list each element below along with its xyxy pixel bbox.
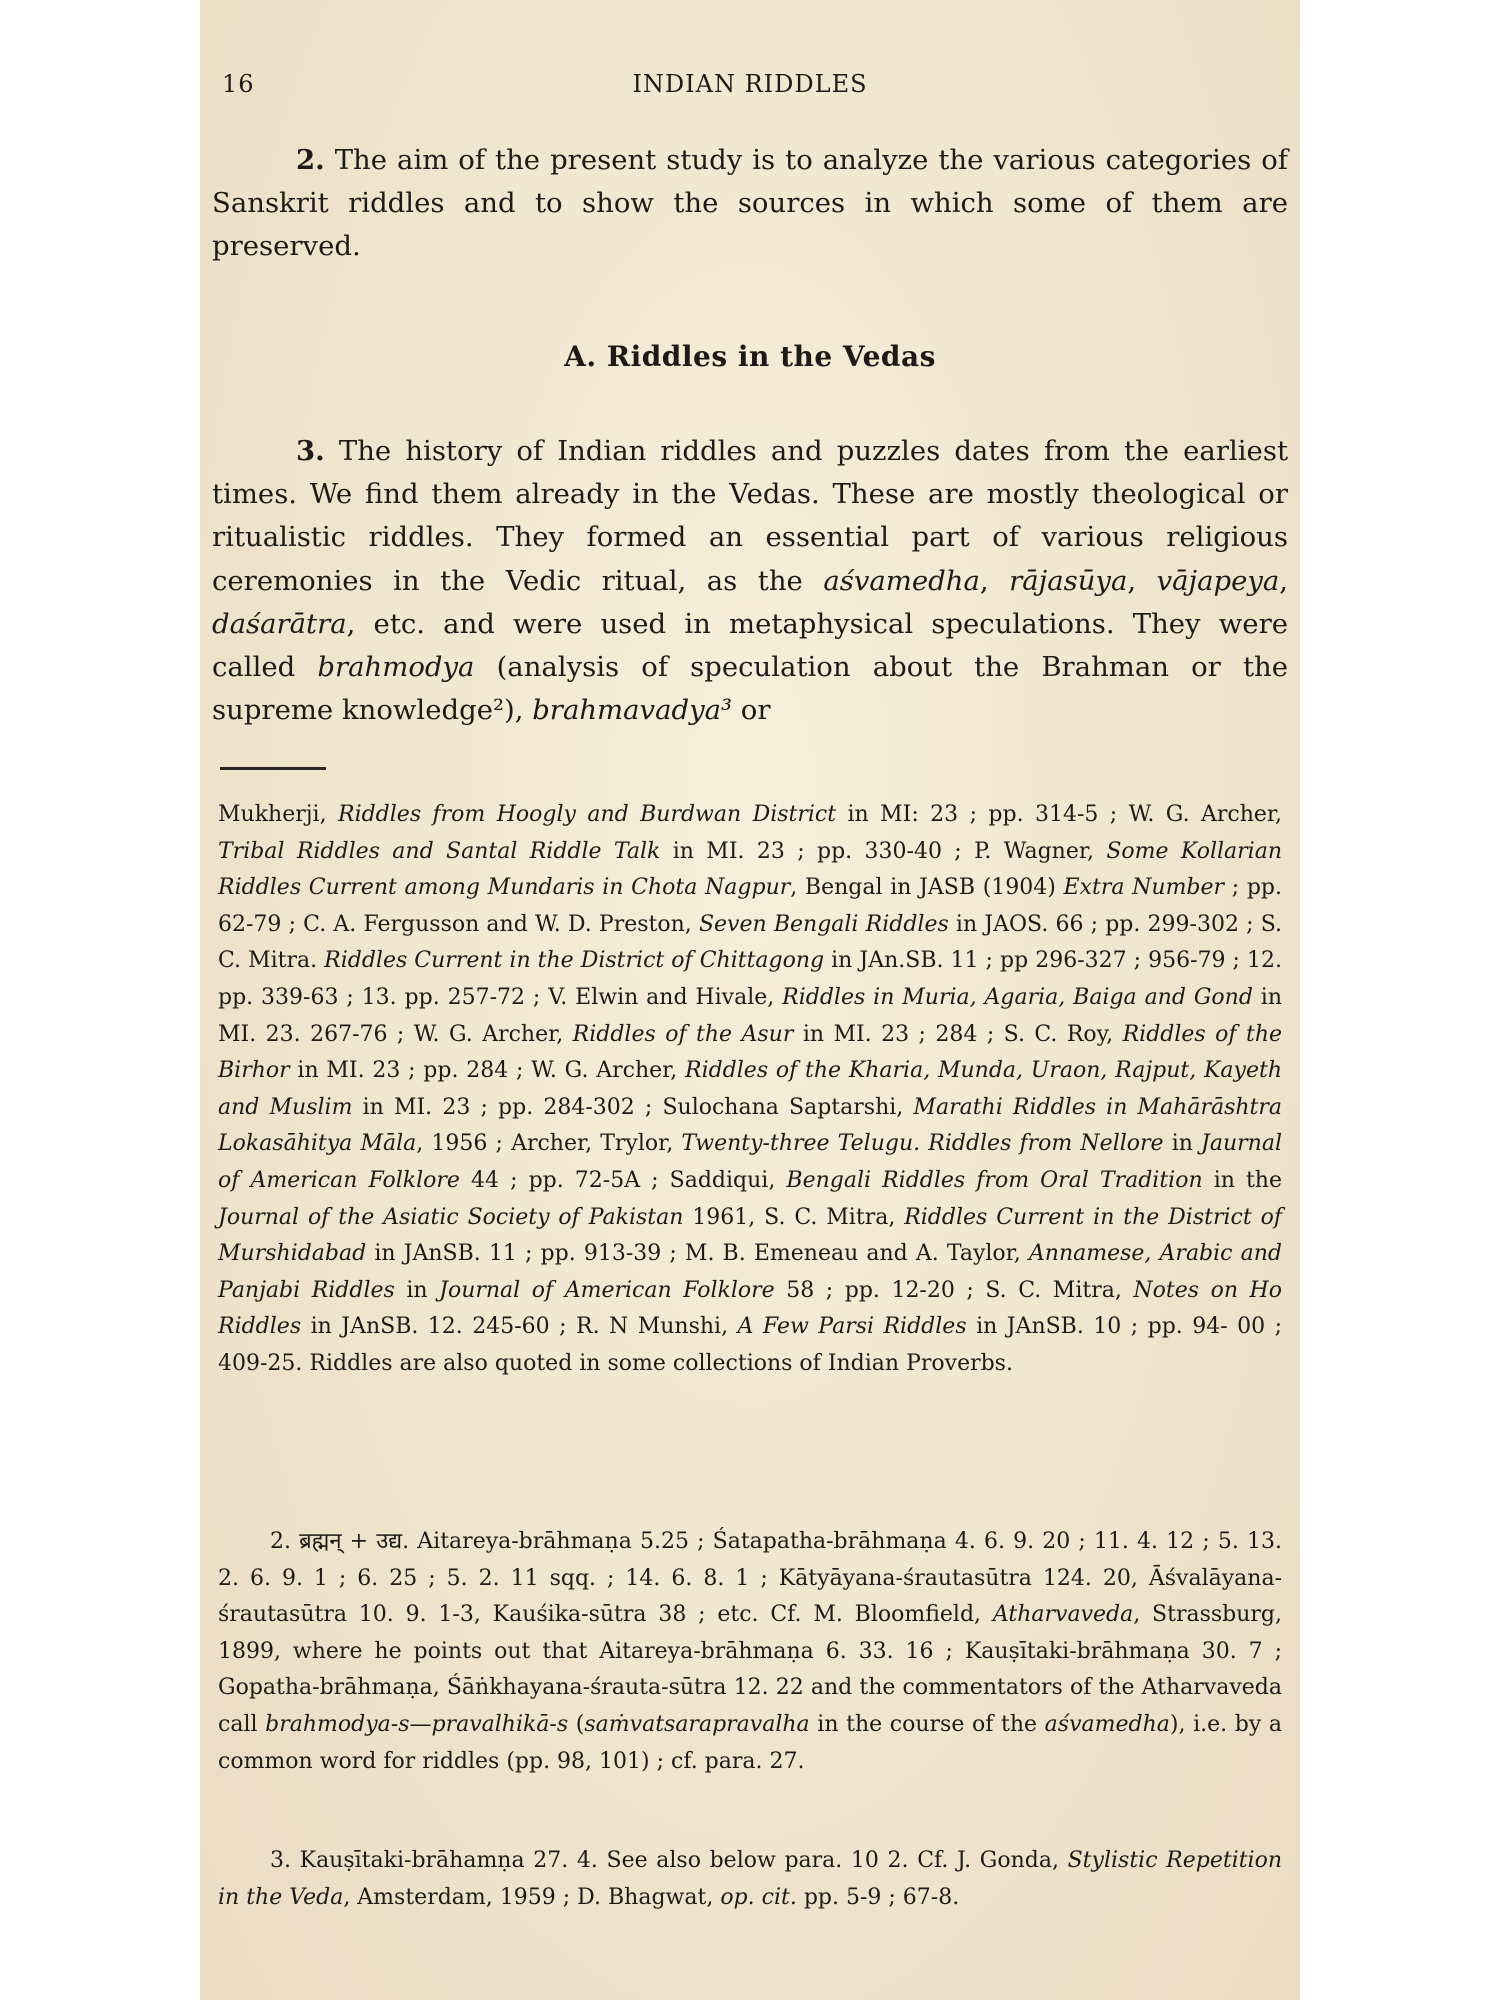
term-vajapeya: vājapeya xyxy=(1156,564,1280,597)
footnote-title: saṁvatsarapravalha xyxy=(584,1711,810,1737)
footnote-text: 3. Kauṣītaki-brāhamṇa 27. 4. See also below para. 10 2. Cf. J. Gonda, xyxy=(270,1848,1068,1873)
footnote-title: Some Kollarian Riddles Current among Mundaris in Chota Nagpur xyxy=(218,838,1283,901)
footnote-text: in JAnSB. 10 ; pp. 94- 00 ; 409-25. Riddles are also quoted in some collections of Indian Proverbs. xyxy=(218,1314,1282,1376)
paragraph-text: (analysis of speculation about the Brahman or the supreme knowledge²), xyxy=(212,651,1288,727)
book-page xyxy=(200,0,1300,2000)
footnote-text: , Bengal in JASB (1904) xyxy=(790,875,1064,901)
footnote-text: , 1956 ; Archer, Trylor, xyxy=(416,1131,682,1157)
footnote-title: Jaurnal of American Folklore xyxy=(218,1131,1282,1193)
footnote-3 xyxy=(218,1843,1282,1916)
footnote-text: in MI. 23 ; pp. 330-40 ; P. Wagner, xyxy=(660,838,1107,864)
footnote-text: in MI. 23 ; pp. 284 ; W. G. Archer, xyxy=(289,1058,685,1084)
footnote-text: , Strassburg, 1899, where he points out that Aitareya-brāhmaṇa 6. 33. 16 ; Kauṣītaki-brāhmaṇa 30. 7 ; Gopatha-brāhmaṇa, Śāṅkhayana-śrauta-sūtra 12. 22 and the commentators of the Atharvaveda call xyxy=(218,1602,1282,1737)
footnote-title: Riddles Current in the District of Murshidabad xyxy=(218,1204,1282,1267)
footnote-title: Annamese, Arabic and Panjabi Riddles xyxy=(218,1241,1282,1303)
footnote-text: Mukherji, xyxy=(218,802,338,827)
footnote-title: Seven Bengali Riddles xyxy=(698,911,949,937)
footnote-title: Stylistic Repetition in the Veda xyxy=(218,1848,1283,1910)
footnote-text: in MI. 23 ; pp. 284-302 ; Sulochana Saptarshi, xyxy=(352,1094,914,1120)
footnote-text: in MI. 23 ; 284 ; S. C. Roy, xyxy=(793,1021,1123,1047)
footnote-text: in JAnSB. 12. 245-60 ; R. N Munshi, xyxy=(301,1314,738,1340)
footnote-title: Riddles from Hoogly and Burdwan District xyxy=(338,802,837,827)
footnote-title: Riddles in Muria, Agaria, Baiga and Gond xyxy=(782,984,1253,1010)
paragraph-number: 3. xyxy=(296,435,325,467)
footnote-title: Notes on Ho Riddles xyxy=(218,1277,1282,1340)
paragraph-text: The history of Indian riddles and puzzles dates from the earliest times. We find them already in the Vedas. These are mostly theological or ritualistic riddles. They formed an essential part of various religious ceremonies in the Vedic ritual, as the xyxy=(212,435,1288,597)
footnote-text: in xyxy=(394,1277,440,1303)
footnote-title: brahmodya-s—pravalhikā-s xyxy=(265,1711,569,1737)
footnote-title: Marathi Riddles in Mahārāshtra Lokasāhitya Māla xyxy=(218,1094,1283,1157)
footnote-text: in xyxy=(1163,1131,1202,1157)
footnote-text: in the course of the xyxy=(809,1711,1045,1737)
footnote-2 xyxy=(218,1524,1282,1780)
paragraph-3 xyxy=(212,430,1288,732)
footnote-title: Journal of American Folklore xyxy=(439,1277,775,1303)
paragraph-text: , etc. and were used in metaphysical speculations. They were called xyxy=(212,607,1288,684)
term-brahmavadya: brahmavadya³ xyxy=(532,694,733,727)
footnote-title: Journal of the Asiatic Society of Pakistan xyxy=(218,1204,684,1230)
paragraph-number: 2. xyxy=(296,144,325,176)
footnote-text: , Amsterdam, 1959 ; D. Bhagwat, xyxy=(343,1884,721,1910)
footnote-text: in JAOS. 66 ; pp. 299-302 ; S. C. Mitra. xyxy=(218,911,1282,974)
footnote-title: Riddles of the Birhor xyxy=(218,1021,1283,1084)
footnote-title: Riddles of the Kharia, Munda, Uraon, Rajput, Kayeth and Muslim xyxy=(218,1058,1283,1120)
footnote-title: Atharvaveda xyxy=(992,1602,1134,1628)
footnote-1 xyxy=(218,797,1282,1383)
footnote-text: in JAn.SB. 11 ; pp 296-327 ; 956-79 ; 12. pp. 339-63 ; 13. pp. 257-72 ; V. Elwin and Hivale, xyxy=(218,948,1282,1010)
term-rajasuya: rājasūya xyxy=(1009,564,1128,597)
term-asvamedha: aśvamedha xyxy=(823,564,980,597)
term-dasaratra: daśarātra xyxy=(212,607,347,640)
footnote-separator xyxy=(220,767,326,770)
footnote-text: ; pp. 62-79 ; C. A. Fergusson and W. D. Preston, xyxy=(218,875,1282,937)
footnote-text: ), i.e. by a common word for riddles (pp. 98, 101) ; cf. para. 27. xyxy=(218,1711,1282,1774)
paragraph-2 xyxy=(212,139,1288,269)
footnote-title: op. cit. xyxy=(720,1884,797,1910)
footnote-title: Riddles Current in the District of Chittagong xyxy=(324,948,825,974)
footnote-text: in MI: 23 ; pp. 314-5 ; W. G. Archer, xyxy=(836,802,1283,827)
footnote-title: Riddles of the Asur xyxy=(572,1021,794,1047)
paragraph-text: or xyxy=(732,694,771,727)
footnote-text: pp. 5-9 ; 67-8. xyxy=(796,1884,960,1910)
separator: , xyxy=(979,564,1010,597)
footnote-text: ( xyxy=(568,1711,585,1737)
footnote-text: 2. ब्रह्मन् + उद्य. Aitareya-brāhmaṇa 5.25 ; Śatapatha-brāhmaṇa 4. 6. 9. 20 ; 11. 4. 12 ; 5. 13. 2. 6. 9. 1 ; 6. 25 ; 5. 2. 11 sqq. ; 14. 6. 8. 1 ; Kātyāyana-śrautasūtra 124. 20, Āśvalāyana-śrautasūtra 10. 9. 1-3, Kauśika-sūtra 38 ; etc. Cf. M. Bloomfield, xyxy=(218,1529,1282,1628)
footnote-title: Twenty-three Telugu. Riddles from Nellore xyxy=(681,1131,1164,1157)
page-header xyxy=(222,70,1278,104)
paragraph-text: The aim of the present study is to analyze the various categories of Sanskrit riddles and to show the sources in which some of them are preserved. xyxy=(212,144,1288,263)
term-brahmodya: brahmodya xyxy=(317,651,475,684)
footnote-title: Bengali Riddles from Oral Tradition xyxy=(786,1167,1203,1193)
footnote-title: Tribal Riddles and Santal Riddle Talk xyxy=(218,838,661,864)
separator: , xyxy=(1279,564,1289,597)
footnote-title: aśvamedha xyxy=(1044,1711,1170,1737)
separator: , xyxy=(1127,564,1157,597)
footnote-text: 1961, S. C. Mitra, xyxy=(683,1204,905,1230)
footnote-text: 58 ; pp. 12-20 ; S. C. Mitra, xyxy=(774,1277,1134,1303)
section-heading: A. Riddles in the Vedas xyxy=(564,340,936,373)
footnote-title: A Few Parsi Riddles xyxy=(737,1314,967,1340)
page-number: 16 xyxy=(222,70,255,98)
footnote-text: in the xyxy=(1202,1167,1282,1193)
footnote-text: in JAnSB. 11 ; pp. 913-39 ; M. B. Emeneau and A. Taylor, xyxy=(366,1241,1029,1267)
running-title: INDIAN RIDDLES xyxy=(632,70,868,98)
footnote-text: 44 ; pp. 72-5A ; Saddiqui, xyxy=(459,1167,787,1193)
footnote-text: in MI. 23. 267-76 ; W. G. Archer, xyxy=(218,984,1283,1047)
footnote-title: Extra Number xyxy=(1063,875,1225,901)
